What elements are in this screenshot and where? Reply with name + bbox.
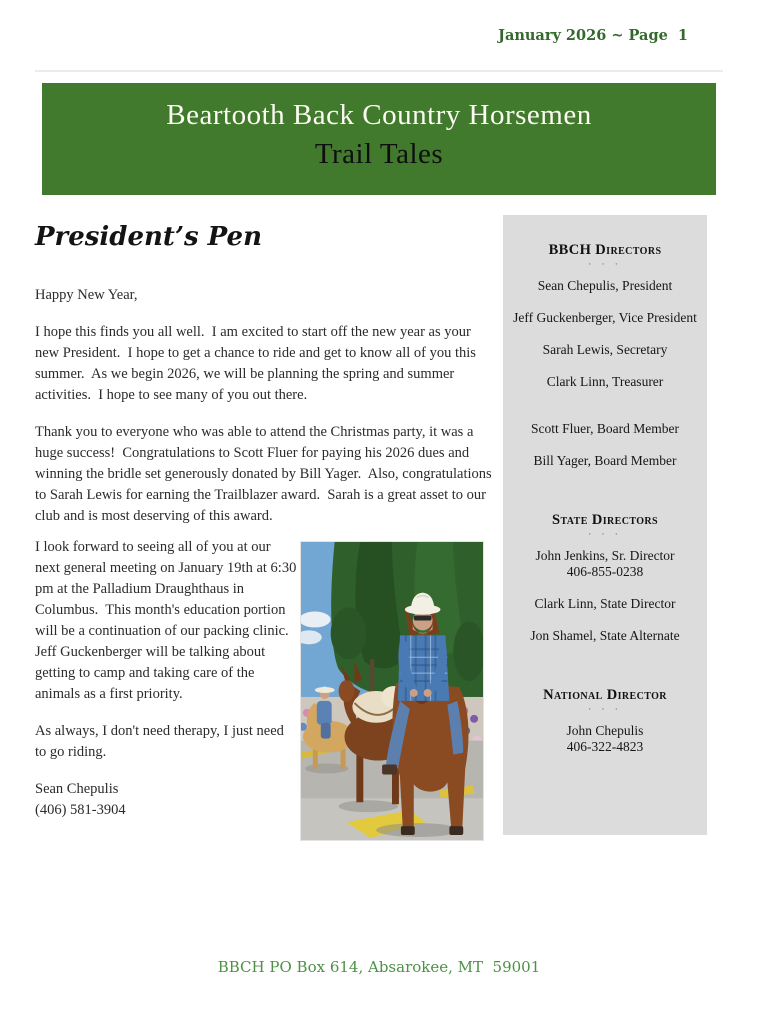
parade-photo bbox=[300, 541, 484, 841]
paragraph: Thank you to everyone who was able to attend the Christmas party, it was a huge success! Congratulations to Scott Fluer for paying his 2026 dues and winning the bridle set generously donated by Bill Yager. Also, congratulations to Sarah Lewis for earning the Trailblazer award. Sarah is a great asset to our club and is most deserving of this award. bbox=[35, 424, 496, 524]
director-entry: Scott Fluer, Board Member bbox=[531, 421, 679, 436]
sidebar-section-gap bbox=[503, 660, 707, 687]
director-phone: 406-855-0238 bbox=[566, 564, 644, 579]
paragraph: I hope this finds you all well. I am excited to start off the new year as your new President. I hope to get a chance to ride and get to know all of you this summer. As we begin 2026, we will be planning the spring and summer activities. I hope to see many of you out there. bbox=[35, 324, 480, 403]
director-entry: Sean Chepulis, President bbox=[537, 278, 673, 293]
sidebar-heading-bbch-directors: BBCH Directors bbox=[548, 242, 662, 258]
newsletter-title: Beartooth Back Country Horsemen bbox=[166, 99, 592, 131]
dots-separator: · · · bbox=[588, 704, 622, 714]
page-header-date: January 2026 ~ Page 1 bbox=[498, 27, 688, 44]
paragraph: Happy New Year, bbox=[35, 287, 138, 303]
director-entry: Jon Shamel, State Alternate bbox=[530, 628, 680, 643]
article-body bbox=[35, 285, 498, 543]
director-entry: Bill Yager, Board Member bbox=[533, 453, 677, 468]
article-heading: President’s Pen bbox=[35, 222, 262, 252]
director-entry: Clark Linn, Treasurer bbox=[546, 374, 664, 389]
signature-block bbox=[35, 779, 297, 821]
parade-photo-illustration bbox=[301, 542, 483, 840]
paragraph: As always, I don't need therapy, I just need to go riding. bbox=[35, 723, 288, 760]
signature-phone: (406) 581-3904 bbox=[35, 802, 126, 818]
masthead-banner bbox=[42, 83, 716, 195]
dots-separator: · · · bbox=[588, 529, 622, 539]
dots-separator: · · · bbox=[588, 259, 622, 269]
paragraph: I look forward to seeing all of you at our next general meeting on January 19th at 6:30 pm at the Palladium Draughthaus in Columbus. This month's education portion will be a continuation of our packing clinic. Jeff Guckenberger will be talking about getting to camp and taking care of the animals as a first priority. bbox=[35, 539, 300, 702]
header-divider bbox=[35, 70, 723, 72]
director-entry: Sarah Lewis, Secretary bbox=[542, 342, 668, 357]
director-entry: John Jenkins, Sr. Director bbox=[535, 548, 675, 563]
article-body-wrapped bbox=[35, 537, 300, 821]
sidebar-heading-state-directors: State Directors bbox=[552, 512, 658, 528]
director-entry: Clark Linn, State Director bbox=[534, 596, 676, 611]
director-phone: 406-322-4823 bbox=[566, 739, 644, 754]
signature-name: Sean Chepulis bbox=[35, 781, 119, 797]
newsletter-subtitle: Trail Tales bbox=[314, 138, 444, 170]
footer-address: BBCH PO Box 614, Absarokee, MT 59001 bbox=[217, 958, 541, 976]
director-entry: John Chepulis bbox=[566, 723, 644, 738]
sidebar-heading-national-director: National Director bbox=[543, 687, 667, 703]
sidebar-gap bbox=[503, 406, 707, 421]
sidebar-section-gap bbox=[503, 485, 707, 512]
director-entry: Jeff Guckenberger, Vice President bbox=[513, 310, 697, 325]
directors-sidebar bbox=[503, 215, 707, 835]
